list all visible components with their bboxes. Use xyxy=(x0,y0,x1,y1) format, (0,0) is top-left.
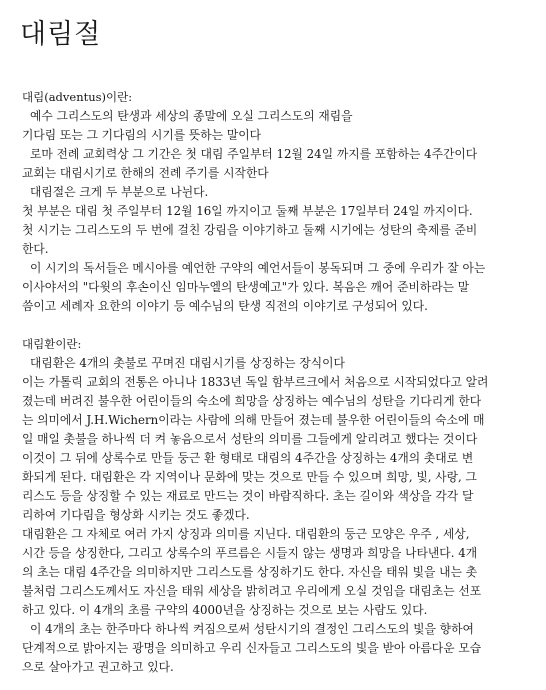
paragraph-line: 이 시기의 독서들은 메시아를 예언한 구약의 예언서들이 봉독되며 그 중에 우리가 잘 아는 xyxy=(30,261,486,275)
paragraph-line: 대림절은 크게 두 부분으로 나뉜다. xyxy=(30,185,209,199)
paragraph-line: 대림환은 4개의 촛불로 꾸며진 대림시기를 상징하는 장식이다 xyxy=(30,356,345,370)
paragraph-line: 이것이 그 뒤에 상록수로 만들 둥근 환 형태로 대림의 4주간을 상징하는 4개의 촛대로 변 xyxy=(22,451,474,465)
paragraph-line: 첫 부분은 대림 첫 주일부터 12월 16일 까지이고 둘째 부분은 17일부터 24일 까지이다. xyxy=(22,204,473,218)
page-title: 대림절 xyxy=(20,19,102,50)
paragraph-line: 일 매일 촛불을 하나씩 더 켜 놓음으로서 성탄의 의미를 그들에게 알리려고 했다는 것이다 xyxy=(22,432,478,446)
paragraph-line: 화되게 된다. 대림환은 각 지역이나 문화에 맞는 것으로 만들 수 있으며 희망, 빛, 사랑, 그 xyxy=(22,470,477,484)
section-heading: 대림(adventus)이란: xyxy=(22,90,133,104)
paragraph-line: 첫 시기는 그리스도의 두 번에 걸친 강림을 이야기하고 둘째 시기에는 성탄의 축제를 준비 xyxy=(22,223,478,237)
paragraph-line: 시간 등을 상징한다, 그리고 상록수의 푸르름은 시들지 않는 생명과 희망을 나타낸다. 4개 xyxy=(22,546,478,560)
paragraph-line: 교회는 대림시기로 한해의 전례 주기를 시작한다 xyxy=(22,166,269,180)
section-advent-wreath xyxy=(22,335,532,677)
paragraph-line: 대림환은 그 자체로 여러 가지 상징과 의미를 지닌다. 대림환의 둥근 모양은 우주 , 세상, xyxy=(22,527,470,541)
paragraph-line: 한다. xyxy=(22,242,49,256)
paragraph-line: 는 의미에서 J.H.Wichern이라는 사람에 의해 만들어 졌는데 불우한 어린이들의 숙소에 매 xyxy=(22,413,485,427)
paragraph-line: 예수 그리스도의 탄생과 세상의 종말에 오실 그리스도의 재림을 xyxy=(30,109,353,123)
paragraph-line: 이는 가톨릭 교회의 전통은 아니나 1833년 독일 함부르크에서 처음으로 시작되었다고 알려 xyxy=(22,375,489,389)
paragraph-line: 로마 전례 교회력상 그 기간은 첫 대림 주일부터 12월 24일 까지를 포함하는 4주간이다 xyxy=(30,147,478,161)
paragraph-line: 졌는데 버려진 불우한 어린이들의 숙소에 희망을 상징하는 예수님의 성탄을 기다리게 한다 xyxy=(22,394,482,408)
section-advent xyxy=(22,88,532,316)
paragraph-line: 으로 살아가고 권고하고 있다. xyxy=(22,660,174,674)
paragraph-line: 기다림 또는 그 기다림의 시기를 뜻하는 말이다 xyxy=(22,128,262,142)
paragraph-line: 리스도 등을 상징할 수 있는 재료로 만드는 것이 바람직하다. 초는 길이와 색상을 각각 달 xyxy=(22,489,474,503)
paragraph-line: 이사야서의 "다윗의 후손이신 임마누엘의 탄생예고"가 있다. 복음은 깨어 준비하라는 말 xyxy=(22,280,470,294)
paragraph-line: 씀이고 세례자 요한의 이야기 등 예수님의 탄생 직전의 이야기로 구성되어 있다. xyxy=(22,299,428,313)
paragraph-line: 하고 있다. 이 4개의 초를 구약의 4000년을 상징하는 것으로 보는 사람도 있다. xyxy=(22,603,428,617)
paragraph-line: 이 4개의 초는 한주마다 하나씩 켜짐으로써 성탄시기의 결정인 그리스도의 빛을 향하여 xyxy=(30,622,474,636)
section-heading: 대림환이란: xyxy=(22,337,82,351)
paragraph-line: 의 초는 대림 4주간을 의미하지만 그리스도를 상징하기도 한다. 자신을 태워 빛을 내는 촛 xyxy=(22,565,478,579)
paragraph-line: 불처럼 그리스도께서도 자신을 태워 세상을 밝히려고 우리에게 오실 것임을 대림초는 선포 xyxy=(22,584,482,598)
paragraph-line: 리하여 기다림을 형상화 시키는 것도 좋겠다. xyxy=(22,508,250,522)
paragraph-line: 단계적으로 밝아지는 광명을 의미하고 우리 신자들고 그리스도의 빛을 받아 아름다운 모습 xyxy=(22,641,482,655)
